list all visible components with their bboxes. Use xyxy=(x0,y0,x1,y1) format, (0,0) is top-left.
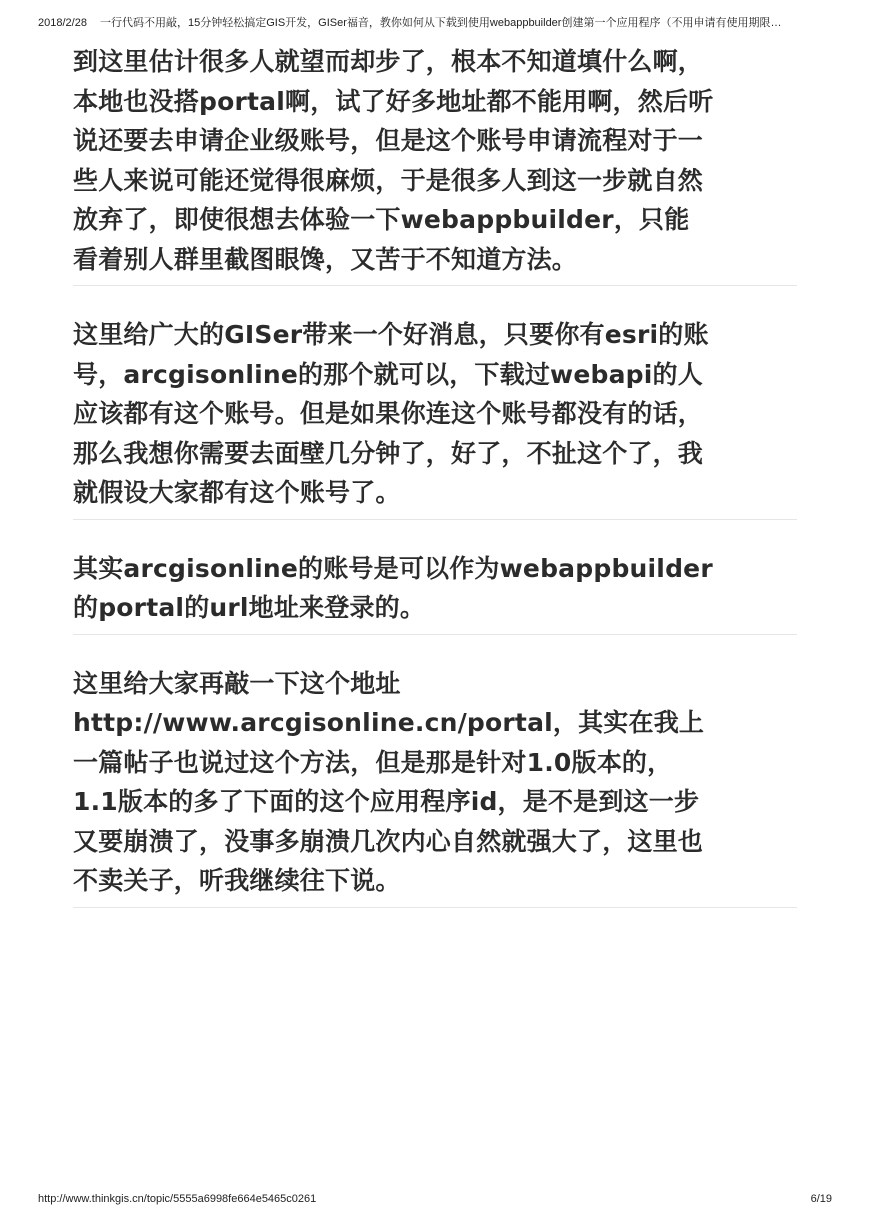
paragraph-line: 一篇帖子也说过这个方法，但是那是针对1.0版本的， xyxy=(73,747,673,777)
print-footer xyxy=(38,1192,832,1206)
print-url: http://www.thinkgis.cn/topic/5555a6998fe664e5465c0261 xyxy=(38,1193,317,1205)
print-date: 2018/2/28 xyxy=(38,17,87,29)
print-title: 一行代码不用敲，15分钟轻松搞定GIS开发，GISer福音，教你如何从下载到使用webappbuilder创建第一个应用程序（不用申请有使用期限… xyxy=(100,17,782,29)
paragraph-2 xyxy=(73,315,797,513)
paragraph-3 xyxy=(73,549,797,628)
paragraph-line: 号，arcgisonline的那个就可以，下载过webapi的人 xyxy=(73,359,703,389)
paragraph-line: 说还要去申请企业级账号，但是这个账号申请流程对于一 xyxy=(73,126,704,155)
paragraph-line: 这里给大家再敲一下这个地址 xyxy=(73,668,401,698)
page-number: 6/19 xyxy=(810,1193,832,1205)
paragraph-block xyxy=(73,315,797,520)
paragraph-line: 些人来说可能还觉得很麻烦，于是很多人到这一步就自然 xyxy=(73,165,704,195)
paragraph-block xyxy=(73,549,797,635)
paragraph-divider xyxy=(73,634,797,635)
print-header xyxy=(38,16,838,30)
paragraph-line: 又要崩溃了，没事多崩溃几次内心自然就强大了，这里也 xyxy=(73,826,704,856)
paragraph-line: 看着别人群里截图眼馋，又苦于不知道方法。 xyxy=(73,244,578,274)
paragraph-line: http://www.arcgisonline.cn/portal，其实在我上 xyxy=(73,708,705,737)
paragraph-block xyxy=(73,664,797,908)
paragraph-divider xyxy=(73,285,797,286)
paragraph-line: 不卖关子，听我继续往下说。 xyxy=(73,866,401,895)
paragraph-4 xyxy=(73,664,797,901)
paragraph-1 xyxy=(73,42,797,279)
article-body xyxy=(73,42,797,908)
paragraph-line: 到这里估计很多人就望而却步了，根本不知道填什么啊， xyxy=(73,47,704,76)
paragraph-divider xyxy=(73,519,797,520)
paragraph-line: 那么我想你需要去面壁几分钟了，好了，不扯这个了，我 xyxy=(73,438,704,468)
paragraph-block xyxy=(73,42,797,286)
paragraph-line: 1.1版本的多了下面的这个应用程序id，是不是到这一步 xyxy=(73,787,700,816)
paragraph-line: 应该都有这个账号。但是如果你连这个账号都没有的话， xyxy=(73,399,704,428)
paragraph-line: 就假设大家都有这个账号了。 xyxy=(73,478,401,507)
paragraph-line: 这里给广大的GISer带来一个好消息，只要你有esri的账 xyxy=(73,320,709,349)
paragraph-line: 放弃了，即使很想去体验一下webappbuilder，只能 xyxy=(73,205,690,234)
paragraph-line: 本地也没搭portal啊，试了好多地址都不能用啊，然后听 xyxy=(73,86,714,116)
paragraph-divider xyxy=(73,907,797,908)
paragraph-line: 其实arcgisonline的账号是可以作为webappbuilder xyxy=(73,553,713,583)
paragraph-line: 的portal的url地址来登录的。 xyxy=(73,593,426,622)
